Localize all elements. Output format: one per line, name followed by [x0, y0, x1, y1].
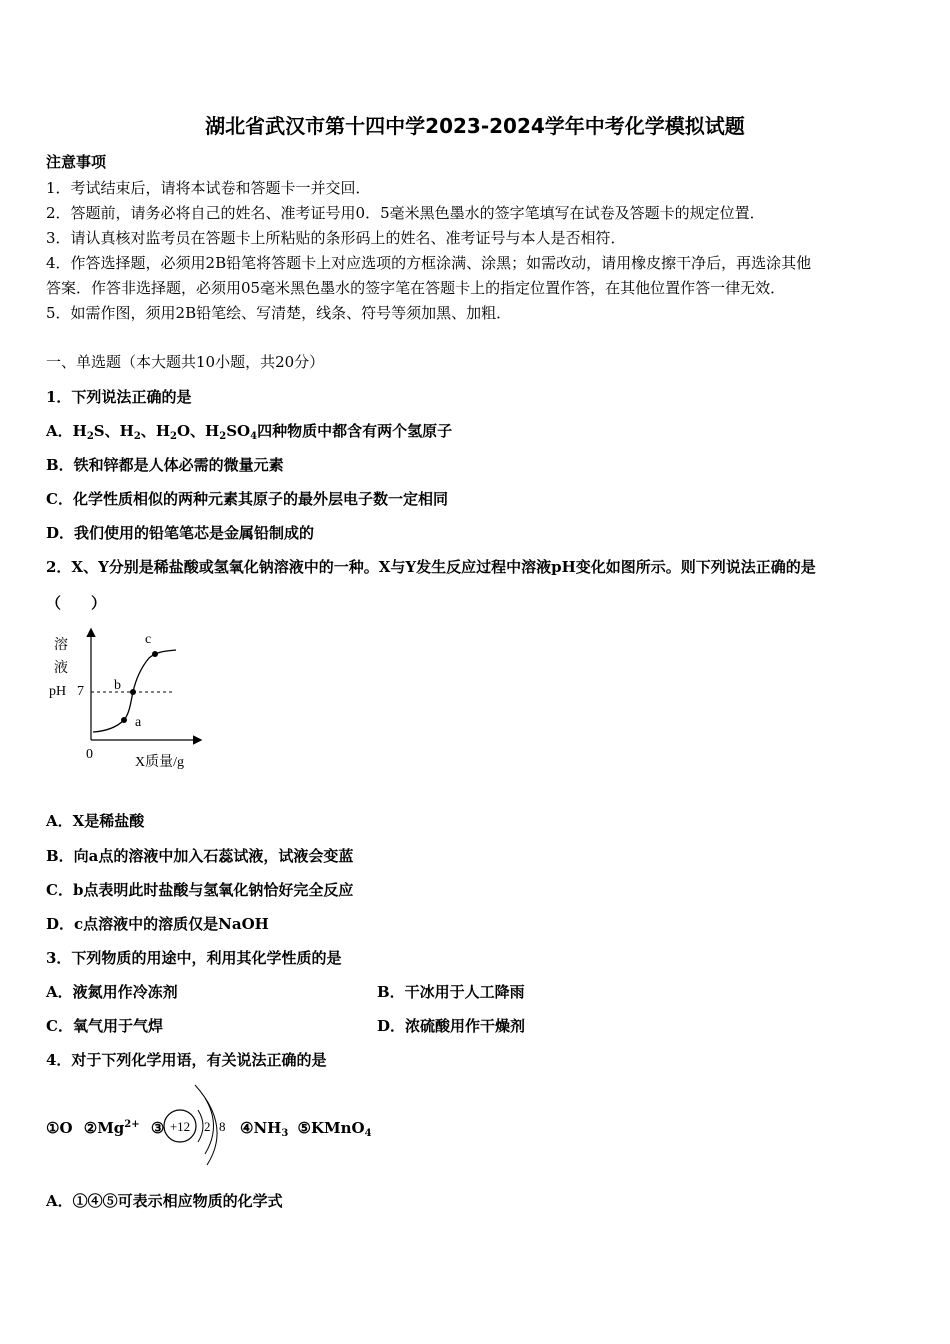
point-a-label: a — [135, 715, 142, 730]
point-b-label: b — [114, 678, 121, 693]
q3-option-a: A．液氮用作冷冻剂 — [46, 983, 178, 1001]
q4-symbols-1-2 — [46, 1119, 164, 1137]
ph-graph — [40, 625, 220, 775]
q1-option-b: B．铁和锌都是人体必需的微量元素 — [46, 456, 284, 474]
q4-symbols-4-5 — [240, 1119, 372, 1139]
q2-option-c: C．b点表明此时盐酸与氢氧化钠恰好完全反应 — [46, 881, 354, 899]
point-c-dot — [152, 651, 158, 657]
q2-option-d: D．c点溶液中的溶质仅是NaOH — [46, 915, 269, 933]
q1-option-a: A．$H_2S$、$H_2$、$H_2O$、$H_2SO_4$四种物质中都含有两个氢原子 — [46, 422, 453, 442]
q2-option-b: B．向a点的溶液中加入石蕊试液，试液会变蓝 — [46, 847, 354, 865]
point-a-dot — [121, 717, 127, 723]
y-label-1: 溶 — [54, 638, 68, 653]
q2-paren: （ ） — [46, 594, 107, 612]
q1-option-c: C．化学性质相似的两种元素其原子的最外层电子数一定相同 — [46, 490, 448, 508]
notice-heading: 注意事项 — [46, 153, 107, 171]
shell-1-arc — [198, 1110, 203, 1142]
point-b-dot — [130, 689, 136, 695]
q3-option-b: B．干冰用于人工降雨 — [377, 983, 525, 1001]
q3-option-d: D．浓硫酸用作干燥剂 — [377, 1017, 526, 1035]
point-c-label: c — [145, 632, 152, 647]
x-axis-label: X质量/g — [135, 755, 184, 770]
shell-1-electrons: 2 — [204, 1119, 211, 1134]
q3-option-c: C．氧气用于气焊 — [46, 1017, 163, 1035]
shell-2-electrons: 8 — [219, 1119, 226, 1134]
origin-label: 0 — [86, 747, 93, 762]
q1-stem: 1．下列说法正确的是 — [46, 388, 192, 406]
notice-item-4-cont: 答案．作答非选择题，必须用05毫米黑色墨水的签字笔在答题卡上的指定位置作答，在其他位置作答一律无效． — [46, 279, 786, 297]
notice-item-5: 5．如需作图，须用2B铅笔绘、写清楚，线条、符号等须加黑、加粗． — [46, 304, 512, 322]
q4-option-a: A．①④⑤可表示相应物质的化学式 — [46, 1192, 283, 1210]
q2-option-a: A．X是稀盐酸 — [46, 812, 145, 830]
q2-stem: 2．X、Y分别是稀盐酸或氢氧化钠溶液中的一种。X与Y发生反应过程中溶液pH变化如图所示。则下列说法正确的是 — [46, 558, 816, 576]
symbol-1: ①O — [46, 1119, 73, 1137]
notice-item-1: 1．考试结束后，请将本试卷和答题卡一并交回． — [46, 179, 371, 197]
nucleus-charge: +12 — [169, 1119, 191, 1134]
y-tick-7: 7 — [77, 684, 84, 699]
symbol-3-label: ③ — [150, 1119, 165, 1137]
page-title: 湖北省武汉市第十四中学2023-2024学年中考化学模拟试题 — [205, 114, 745, 138]
q1-option-d: D．我们使用的铅笔笔芯是金属铅制成的 — [46, 524, 315, 542]
q3-stem: 3．下列物质的用途中，利用其化学性质的是 — [46, 949, 342, 967]
q4-stem: 4．对于下列化学用语，有关说法正确的是 — [46, 1051, 327, 1069]
symbol-4: $④NH_3$ — [240, 1119, 289, 1139]
symbol-5: ⑤KMnO$_4$ — [297, 1119, 372, 1139]
symbol-2: $②Mg^{2+}$ — [83, 1119, 140, 1137]
notice-item-3: 3．请认真核对监考员在答题卡上所粘贴的条形码上的姓名、准考证号与本人是否相符． — [46, 229, 626, 247]
y-label-2: 液 — [54, 661, 68, 676]
y-label-3: pH — [49, 684, 67, 699]
section-heading: 一、单选题（本大题共10小题，共20分） — [46, 353, 325, 371]
atom-structure-diagram — [160, 1082, 235, 1168]
notice-item-4: 4．作答选择题，必须用2B铅笔将答题卡上对应选项的方框涂满、涂黑；如需改动，请用橡皮擦干净后，再选涂其他 — [46, 254, 812, 272]
notice-item-2: 2．答题前，请务必将自己的姓名、准考证号用0．5毫米黑色墨水的签字笔填写在试卷及答题卡的规定位置． — [46, 204, 765, 222]
